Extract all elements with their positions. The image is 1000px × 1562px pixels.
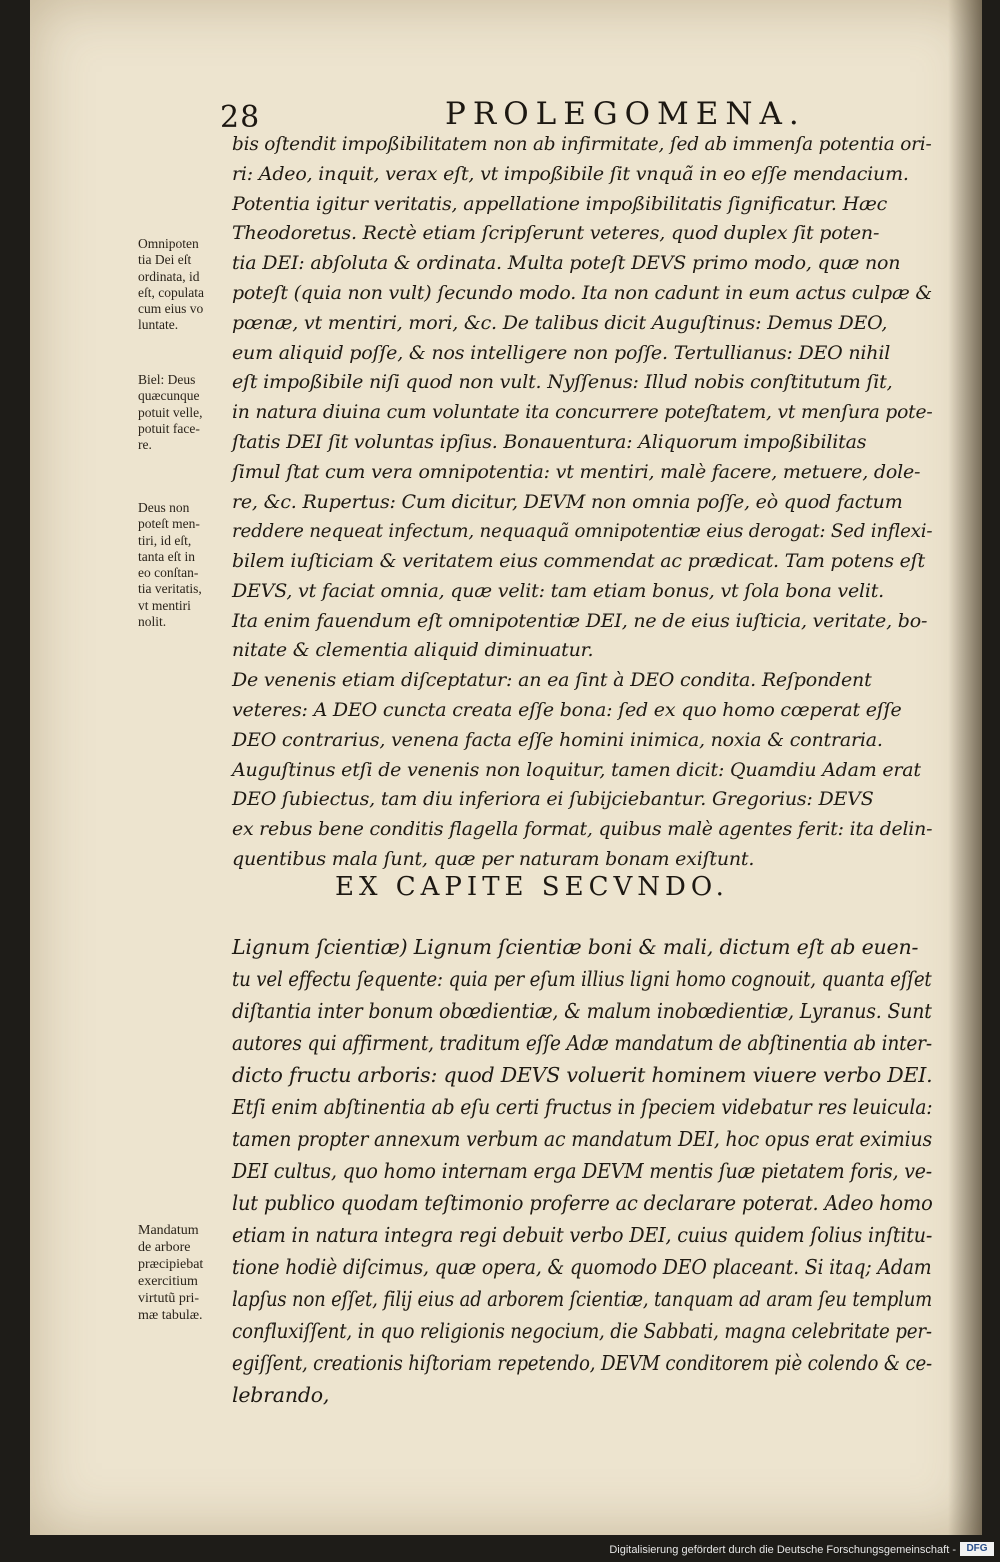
text-line: tu vel effectu ſequente: quia per eſum illius ligni homo cognouit, quanta eſſet: [232, 967, 932, 991]
margin-note-line: tia Dei eſt: [138, 252, 192, 268]
text-line: Etſi enim abſtinentia ab eſu certi fructus in ſpeciem videbatur res leuicula:: [232, 1095, 933, 1119]
running-title: PROLEGOMENA.: [445, 96, 806, 132]
margin-note-line: tia veritatis,: [138, 581, 202, 597]
text-line: DEVS, vt faciat omnia, quæ velit: tam etiam bonus, vt ſola bona velit.: [232, 580, 885, 602]
page-gutter-shadow: [948, 0, 982, 1535]
margin-note-line: virtutũ pri-: [138, 1291, 200, 1306]
margin-note-line: nolit.: [138, 614, 167, 630]
margin-note-line: præcipiebat: [138, 1257, 204, 1272]
text-line: autores qui affirment, traditum eſſe Adæ mandatum de abſtinentia ab inter-: [232, 1031, 932, 1055]
margin-note-line: quæcunque: [138, 388, 200, 404]
digitization-credit: Digitalisierung gefördert durch die Deutsche Forschungsgemeinschaft -: [609, 1544, 956, 1556]
text-line: dicto fructu arboris: quod DEVS voluerit hominem viuere verbo DEI.: [232, 1063, 933, 1087]
text-line: quentibus mala ſunt, quæ per naturam bonam exiſtunt.: [232, 848, 755, 870]
text-line: eſt impoßibile niſi quod non vult. Nyſſenus: Illud nobis conſtitutum ſit,: [232, 371, 893, 393]
text-line: ri: Adeo, inquit, verax eſt, vt impoßibile ſit vnquã in eo eſſe mendacium.: [232, 163, 909, 185]
text-line: diſtantia inter bonum obœdientiæ, & malum inobœdientiæ, Lyranus. Sunt: [232, 999, 932, 1023]
margin-note: [138, 372, 230, 453]
text-line: veteres: A DEO cuncta creata eſſe bona: ſed ex quo homo cœperat eſſe: [232, 699, 902, 721]
chapter-heading: EX CAPITE SECVNDO.: [335, 872, 729, 902]
margin-note: [138, 236, 230, 334]
margin-note-line: potuit velle,: [138, 404, 203, 420]
margin-note-line: potuit face-: [138, 420, 200, 436]
text-line: Lignum ſcientiæ) Lignum ſcientiæ boni & mali, dictum eſt ab euen-: [232, 935, 919, 959]
margin-note-line: Biel: Deus: [138, 372, 196, 387]
text-line: lut publico quodam teſtimonio proferre ac declarare poterat. Adeo homo: [232, 1191, 933, 1215]
margin-note-line: cum eius vo: [138, 301, 204, 317]
text-line: DEI cultus, quo homo internam erga DEVM mentis ſuæ pietatem foris, ve-: [232, 1159, 932, 1183]
margin-note-line: ordinata, id: [138, 268, 200, 284]
text-line: nitate & clementia aliquid diminuatur.: [232, 639, 594, 661]
margin-note-line: poteſt men-: [138, 516, 200, 532]
text-line: egiſſent, creationis hiſtoriam repetendo, DEVM conditorem piè colendo & ce-: [232, 1351, 933, 1375]
text-line: poteſt (quia non vult) ſecundo modo. Ita non cadunt in eum actus culpæ &: [232, 282, 933, 304]
margin-note-line: Omnipoten: [138, 236, 199, 251]
text-line: De venenis etiam diſceptatur: an ea ſint à DEO condita. Reſpondent: [232, 669, 872, 691]
text-line: re, &c. Rupertus: Cum dicitur, DEVM non omnia poſſe, eò quod factum: [232, 491, 903, 513]
text-line: DEO ſubiectus, tam diu inferiora ei ſubijciebantur. Gregorius: DEVS: [232, 788, 874, 810]
text-line: etiam in natura integra regi debuit verbo DEI, cuius quidem ſolius inſtitu-: [232, 1223, 933, 1247]
margin-note-line: eo conſtan-: [138, 565, 199, 581]
text-line: Potentia igitur veritatis, appellatione impoßibilitatis ſignificatur. Hæc: [232, 193, 888, 215]
margin-note-line: de arbore: [138, 1240, 191, 1255]
text-line: eum aliquid poſſe, & nos intelligere non poſſe. Tertullianus: DEO nihil: [232, 342, 891, 364]
text-line: bis oſtendit impoßibilitatem non ab infirmitate, ſed ab immenſa potentia ori-: [232, 133, 932, 155]
page-number: 28: [220, 100, 261, 135]
text-line: lapſus non eſſet, filij eius ad arborem ſcientiæ, tanquam ad aram ſeu templum: [232, 1287, 933, 1311]
margin-note-line: mæ tabulæ.: [138, 1308, 203, 1323]
text-line: pœnæ, vt mentiri, mori, &c. De talibus dicit Auguſtinus: Demus DEO,: [232, 312, 888, 334]
dfg-logo: DFG: [960, 1542, 994, 1556]
margin-note-line: Mandatum: [138, 1223, 199, 1238]
text-line: ex rebus bene conditis flagella format, quibus malè agentes ferit: ita delin-: [232, 818, 933, 840]
text-line: DEO contrarius, venena facta eſſe homini inimica, noxia & contraria.: [232, 729, 883, 751]
text-line: lebrando,: [232, 1383, 330, 1407]
text-line: Ita enim fauendum eſt omnipotentiæ DEI, ne de eius iuſticia, veritate, bo-: [232, 610, 928, 632]
text-line: tamen propter annexum verbum ac mandatum DEI, hoc opus erat eximius: [232, 1127, 932, 1151]
margin-note-line: luntate.: [138, 317, 179, 333]
text-line: reddere nequeat infectum, nequaquã omnipotentiæ eius derogat: Sed inflexi-: [232, 520, 933, 542]
margin-note: [138, 500, 230, 630]
margin-note-line: Deus non: [138, 500, 190, 515]
margin-note-line: tiri, id eſt,: [138, 532, 192, 548]
text-line: ſimul ſtat cum vera omnipotentia: vt mentiri, malè facere, metuere, dole-: [232, 461, 921, 483]
text-line: confluxiſſent, in quo religionis negocium, die Sabbati, magna celebritate per-: [232, 1319, 932, 1343]
margin-note-line: eſt, copulata: [138, 284, 204, 300]
margin-note-line: tanta eſt in: [138, 548, 195, 564]
text-line: tia DEI: abſoluta & ordinata. Multa poteſt DEVS primo modo, quæ non: [232, 252, 901, 274]
text-line: tione hodiè diſcimus, quæ opera, & quomodo DEO placeant. Si itaq; Adam: [232, 1255, 932, 1279]
margin-note-line: re.: [138, 437, 152, 453]
margin-note-line: exercitium: [138, 1274, 198, 1289]
text-line: Theodoretus. Rectè etiam ſcripſerunt veteres, quod duplex ſit poten-: [232, 222, 880, 244]
text-line: bilem iuſticiam & veritatem eius commendat ac prædicat. Tam potens eſt: [232, 550, 925, 572]
margin-note-line: vt mentiri: [138, 597, 191, 613]
text-line: Auguſtinus etſi de venenis non loquitur, tamen dicit: Quamdiu Adam erat: [232, 759, 921, 781]
text-line: in natura diuina cum voluntate ita concurrere poteſtatem, vt menſura pote-: [232, 401, 933, 423]
margin-note: [138, 1222, 230, 1324]
text-line: ſtatis DEI ſit voluntas ipſius. Bonauentura: Aliquorum impoßibilitas: [232, 431, 867, 453]
